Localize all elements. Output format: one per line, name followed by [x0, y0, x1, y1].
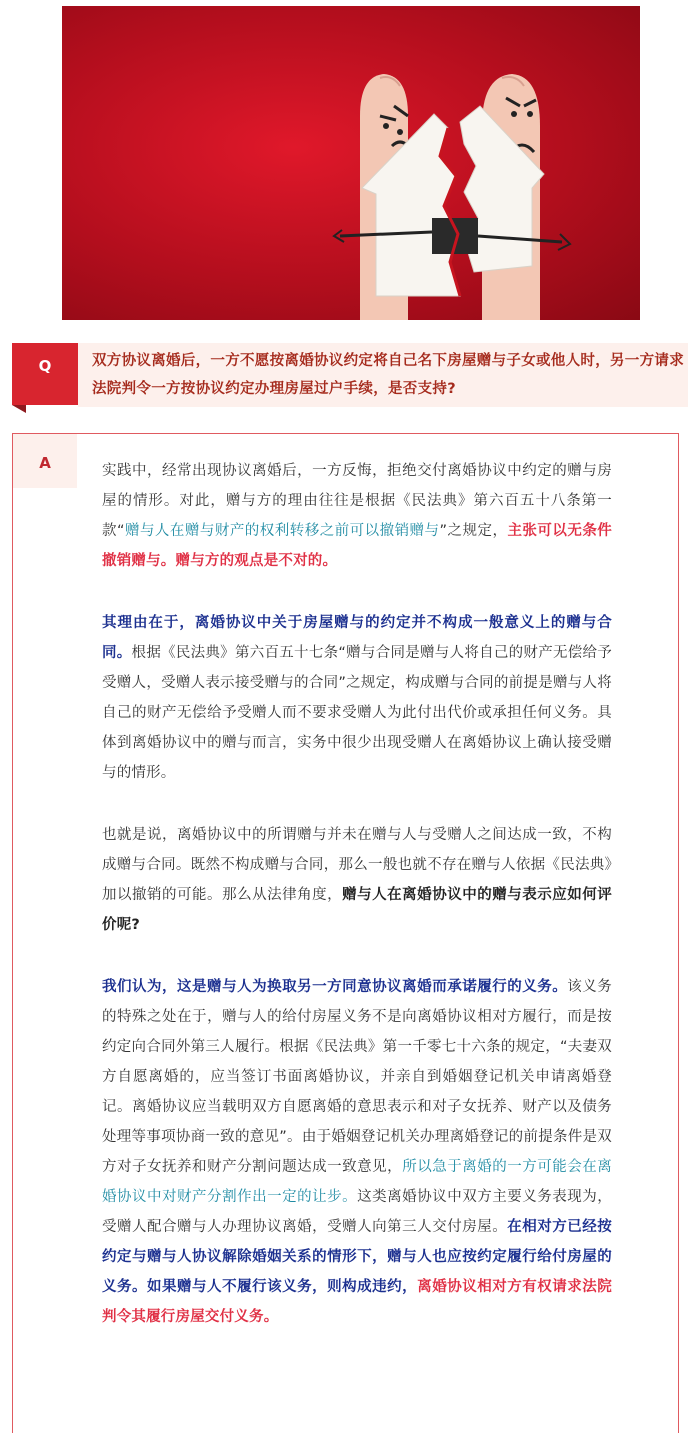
- answer-paragraph-4: [102, 972, 612, 1332]
- broken-house-illustration: [62, 6, 640, 320]
- p1-text-2: ”之规定，: [439, 523, 508, 539]
- answer-content: [102, 456, 612, 1332]
- answer-paragraph-2: [102, 608, 612, 788]
- question-text: 双方协议离婚后，一方不愿按离婚协议约定将自己名下房屋赠与子女或他人时，另一方请求法院判令一方按协议约定办理房屋过户手续，是否支持?: [92, 353, 684, 397]
- p1-emphasis: 主张可以无条件撤销赠与。赠与方的观点是不对的。: [102, 523, 613, 569]
- answer-paragraph-1: [102, 456, 612, 576]
- p3-text: 也就是说，离婚协议中的所谓赠与并未在赠与人与受赠人之间达成一致，不构成赠与合同。既然不构成赠与合同，那么一般也就不存在赠与人依据《民法典》加以撤销的可能。那么从法律角度，: [102, 827, 612, 903]
- p4-text-2: 这类离婚协议中双方主要义务表现为，受赠人配合赠与人办理协议离婚，受赠人向第三人交付房屋。: [102, 1189, 612, 1235]
- answer-paragraph-3: [102, 820, 612, 940]
- p4-highlight: 所以急于离婚的一方可能会在离婚协议中对财产分割作出一定的让步。: [102, 1159, 612, 1205]
- p3-emphasis: 赠与人在离婚协议中的赠与表示应如何评价呢?: [102, 887, 612, 933]
- answer-label: A: [39, 454, 51, 472]
- p2-text: 根据《民法典》第六百五十七条“赠与合同是赠与人将自己的财产无偿给予受赠人，受赠人表示接受赠与的合同”之规定，构成赠与合同的前提是赠与人将自己的财产无偿给予受赠人而不要求受赠人为此付出代价或承担任何义务。具体到离婚协议中的赠与而言，实务中很少出现受赠人在离婚协议上确认接受赠与的情形。: [102, 645, 612, 781]
- p4-emphasis-2: 在相对方已经按约定与赠与人协议解除婚姻关系的情形下，赠与人也应按约定履行给付房屋的义务。如果赠与人不履行该义务，则构成违约，: [102, 1219, 612, 1295]
- hero-image: [62, 6, 640, 320]
- p1-quote: 赠与人在赠与财产的权利转移之前可以撤销赠与: [124, 523, 440, 539]
- question-block: [12, 343, 688, 415]
- question-tab-fold: [12, 405, 26, 413]
- p2-emphasis: 其理由在于，离婚协议中关于房屋赠与的约定并不构成一般意义上的赠与合同。: [102, 615, 612, 661]
- p1-text: 实践中，经常出现协议离婚后，一方反悔，拒绝交付离婚协议中约定的赠与房屋的情形。对此，赠与方的理由往往是根据《民法典》第六百五十八条第一款“: [102, 463, 612, 539]
- p4-emphasis: 我们认为，这是赠与人为换取另一方同意协议离婚而承诺履行的义务。: [102, 979, 568, 995]
- question-label: Q: [38, 357, 52, 375]
- p4-text: 该义务的特殊之处在于，赠与人的给付房屋义务不是向离婚协议相对方履行，而是按约定向合同外第三人履行。根据《民法典》第一千零七十六条的规定，“夫妻双方自愿离婚的，应当签订书面离婚协议，并亲自到婚姻登记机关申请离婚登记。离婚协议应当载明双方自愿离婚的意思表示和对子女抚养、财产以及债务处理等事项协商一致的意见”。由于婚姻登记机关办理离婚登记的前提条件是双方对子女抚养和财产分割问题达成一致意见，: [102, 979, 612, 1175]
- p4-conclusion: 离婚协议相对方有权请求法院判令其履行房屋交付义务。: [102, 1279, 612, 1325]
